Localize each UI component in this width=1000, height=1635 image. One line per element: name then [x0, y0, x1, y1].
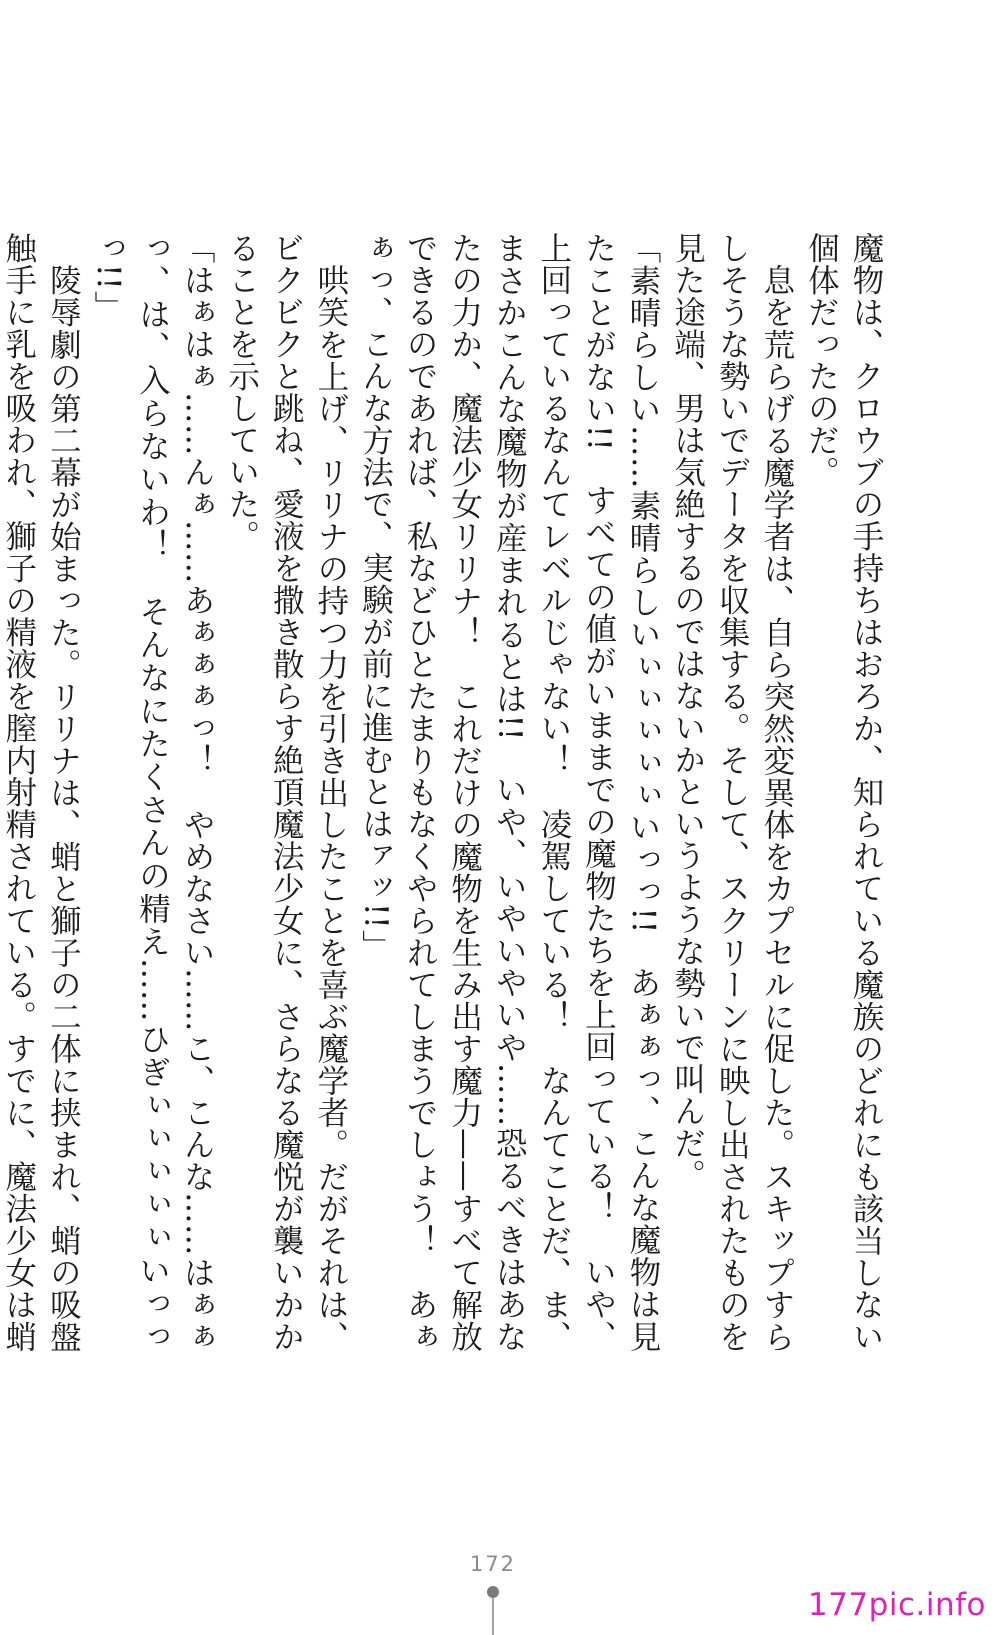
page-number: 172 — [469, 1552, 517, 1576]
paragraph-1: 魔物は、クロウブの手持ちはおろか、知られている魔族のどれにも該当しない個体だったのだ。 — [803, 232, 884, 1352]
paragraph-6: 陵辱劇の第二幕が始まった。リリナは、蛸と獅子の二体に挟まれ、蛸の吸盤触手に乳を吸われ、獅子の精液を膣内射精されている。すでに、魔法少女は蛸 — [0, 232, 82, 1352]
paragraph-3-dialogue: 「素晴らしい……素晴らしいぃぃぃぃぃいっっ!! あぁぁっ、こんな魔物は見たことがない!! すべての値がいままでの魔物たちを上回っている！ いや、上回っているなんてレベルじゃない！ 凌駕している！ なんてことだ、ま、まさかこんな魔物が産まれるとは!! いや、いやいやいや……恐るべきはあなたの力か、魔法少女リリナ！ これだけの魔物を生み出す魔力——すべて解放できるのであれば、私などひとたまりもなくやられてしまうでしょう！ あぁぁっ、こんな方法で、実験が前に進むとはァッ!!」 — [357, 232, 662, 1352]
paragraph-4: 哄笑を上げ、リリナの持つ力を引き出したことを喜ぶ魔学者。だがそれは、ビクビクと跳ね、愛液を撒き散らす絶頂魔法少女に、さらなる魔悦が襲いかかることを示していた。 — [223, 232, 349, 1352]
vertical-text-body — [0, 232, 888, 1352]
watermark: 177pic.info — [808, 1587, 986, 1623]
paragraph-5-dialogue: 「はぁはぁ……んぁ……あぁぁぁっ！ やめなさい……こ、こんな……はぁぁっ、は、入らないわ！ そんなにたくさんの精え……ひぎぃぃぃぃぃいっっっ!!」 — [89, 232, 216, 1352]
paragraph-2: 息を荒らげる魔学者は、自ら突然変異体をカプセルに促した。スキップすらしそうな勢いでデータを収集する。そして、スクリーンに映し出されたものを見た途端、男は気絶するのではないかというような勢いで叫んだ。 — [669, 232, 795, 1352]
page-marker-icon — [484, 1585, 502, 1635]
